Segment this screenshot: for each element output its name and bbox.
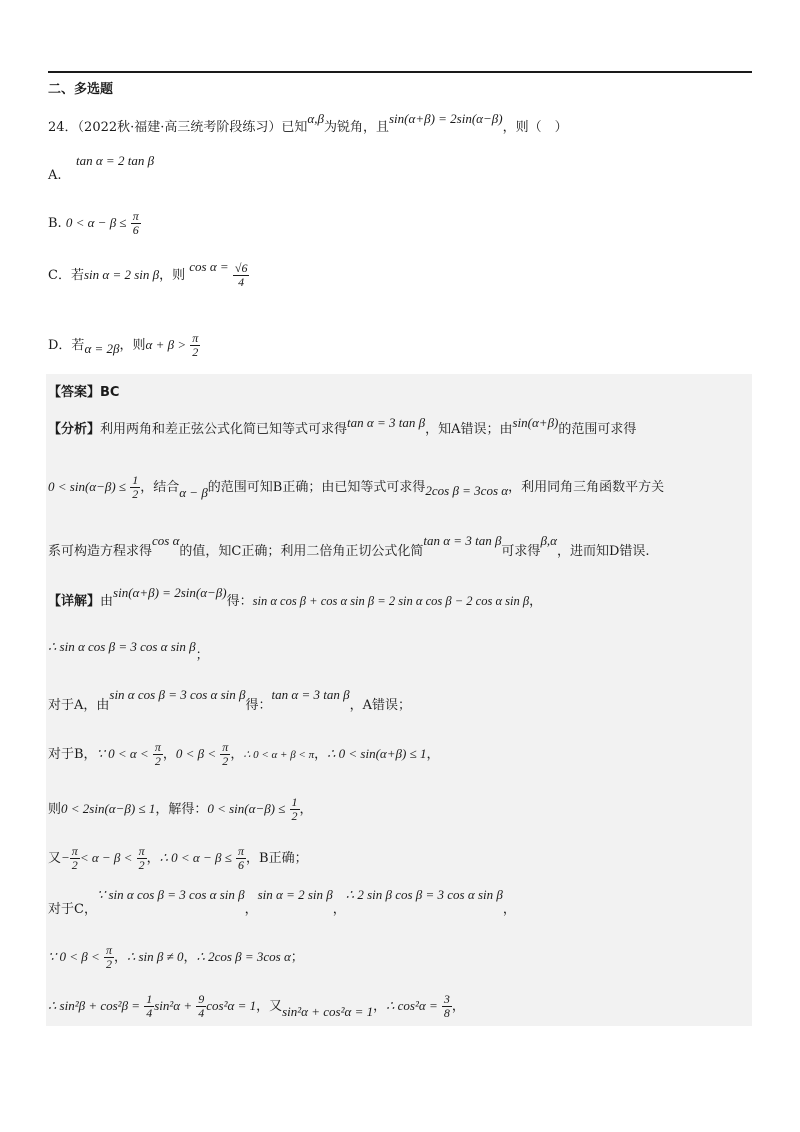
option-a-label: A. xyxy=(48,168,62,183)
question-vars: α,β xyxy=(307,111,324,126)
detail-line-a: 对于A，由sin α cos β = 3 cos α sin β得：tan α = 3 tan β，A错误； xyxy=(48,687,411,713)
detail-line-c3: ∴ sin²β + cos²β = $\frac{1}{4}$ sin²α + $\frac{9}{4}$ cos²α = 1，又sin²α + cos²α = 1，∴ cos²α = $\frac{3}{8}$ ， xyxy=(48,992,465,1020)
question-number: 24． xyxy=(48,120,78,135)
fraction: $\frac{\pi}{2}$ xyxy=(222,740,229,768)
fraction: $\frac{3}{8}$ xyxy=(443,992,450,1020)
fraction: $\frac{1}{2}$ xyxy=(132,473,139,501)
fraction: $\frac{\pi}{2}$ xyxy=(71,844,78,872)
analysis-line-3: 系可构造方程求得cos α的值，知C正确；利用二倍角正切公式化简tan α = 3 tan β可求得β,α，进而知D错误. xyxy=(48,533,650,559)
detail-line-c2: ∵ 0 < β < $\frac{\pi}{2}$ ，∴ sin β ≠ 0，∴ 2cos β = 3cos α； xyxy=(48,943,304,971)
detail-line-b: 对于B，∵ 0 < α < $\frac{\pi}{2}$ ，0 < β < $\frac{\pi}{2}$ ，∴ 0 < α + β < π，∴ 0 < sin(α+β) ≤ 1， xyxy=(48,740,440,768)
fraction: $\frac{\pi}{6}$ xyxy=(238,844,245,872)
option-a-expr: tan α = 2 tan β xyxy=(76,153,155,168)
fraction: $\frac{1}{2}$ xyxy=(291,795,298,823)
question-condition: sin(α+β) = 2sin(α−β) xyxy=(389,111,503,126)
detail-line-b3: 又− $\frac{\pi}{2}$ < α − β < $\frac{\pi}{2}$ ，∴ 0 < α − β ≤ $\frac{\pi}{6}$ ，B正确； xyxy=(48,844,308,872)
fraction: $\frac{1}{4}$ xyxy=(146,992,153,1020)
option-b-label: B. xyxy=(48,216,62,231)
answer-header: 【答案】BC xyxy=(48,385,120,400)
question-stem: 24．（2022秋·福建·高三统考阶段练习）已知α,β为锐角，且sin(α+β) = 2sin(α−β)，则（ ） xyxy=(48,111,568,135)
detail-line-2: ∴ sin α cos β = 3 cos α sin β； xyxy=(48,639,209,663)
analysis-line-1: 【分析】利用两角和差正弦公式化简已知等式可求得tan α = 3 tan β，知A错误；由sin(α+β)的范围可求得 xyxy=(48,415,637,437)
option-b: B. 0 < α − β ≤ $\frac{\pi}{6}$ xyxy=(48,209,139,237)
detail-line-c: 对于C，∵ sin α cos β = 3 cos α sin β，sin α = 2 sin β，∴ 2 sin β cos β = 3 cos α sin β， xyxy=(48,887,516,917)
analysis-tag: 【分析】 xyxy=(48,422,101,437)
analysis-line-2: 0 < sin(α−β) ≤ $\frac{1}{2}$ ，结合α − β的范围可知B正确；由已知等式可求得2cos β = 3cos α，利用同角三角函数平方关 xyxy=(48,473,665,501)
fraction: $\frac{\pi}{6}$ xyxy=(132,209,139,237)
fraction: $\frac{\pi}{2}$ xyxy=(138,844,145,872)
fraction: $\frac{√6}{4}$ xyxy=(234,261,248,289)
fraction: $\frac{9}{4}$ xyxy=(198,992,205,1020)
option-d: D．若α = 2β，则α + β > $\frac{\pi}{2}$ xyxy=(48,331,199,359)
fraction: $\frac{\pi}{2}$ xyxy=(154,740,161,768)
fraction: $\frac{\pi}{2}$ xyxy=(105,943,112,971)
section-divider xyxy=(48,71,752,73)
fraction: $\frac{\pi}{2}$ xyxy=(192,331,199,359)
detail-line-b2: 则0 < 2sin(α−β) ≤ 1，解得：0 < sin(α−β) ≤ $\frac{1}{2}$ ， xyxy=(48,795,313,823)
option-c-label: C．若 xyxy=(48,268,84,283)
option-d-label: D．若 xyxy=(48,338,85,353)
question-source: （2022秋·福建·高三统考阶段练习） xyxy=(77,120,282,135)
section-title: 二、多选题 xyxy=(48,82,114,97)
detail-tag: 【详解】 xyxy=(48,594,101,609)
detail-line-1: 【详解】由sin(α+β) = 2sin(α−β)得：sin α cos β + cos α sin β = 2 sin α cos β − 2 cos α sin β， xyxy=(48,585,543,609)
option-c: C．若sin α = 2 sin β，则 cos α = $\frac{√6}{4}$ xyxy=(48,259,248,289)
